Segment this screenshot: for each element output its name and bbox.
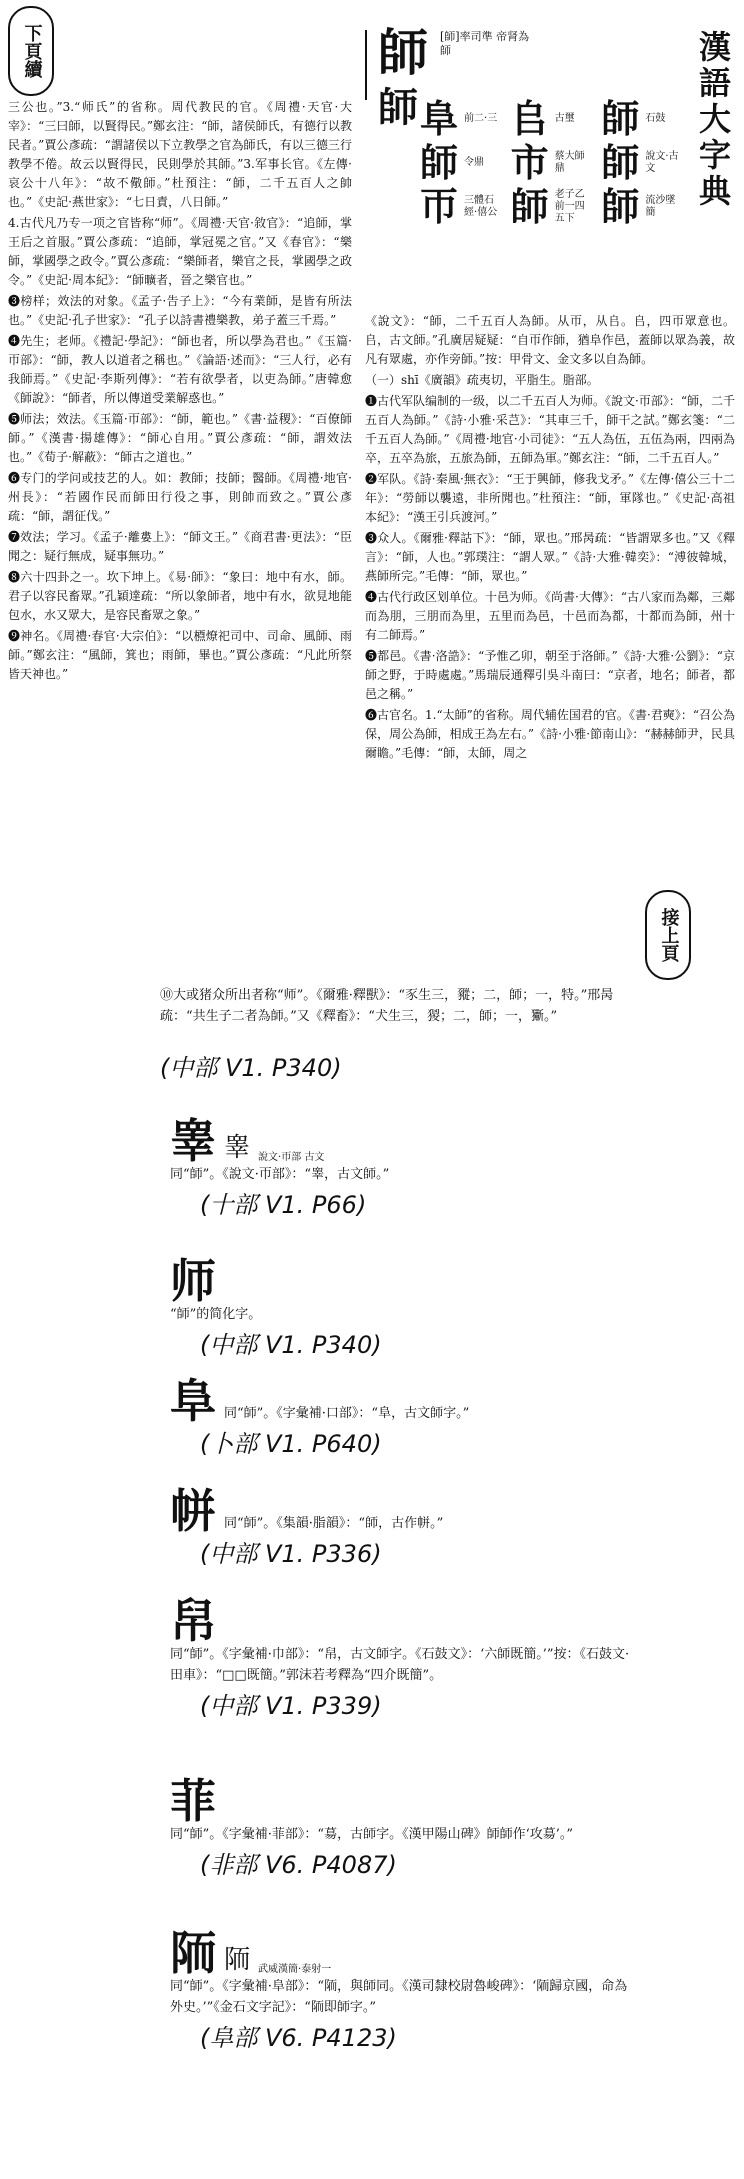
head-char: 師 — [378, 23, 428, 82]
paragraph: 《說文》：“師，二千五百人為師。从帀，从𠂤。𠂤，四帀眾意也。𠂤，古文師。”孔廣居疑疑：“自帀作師，猶阜作邑，蓋師以眾為義，故凡有眾處，亦作旁師。”按：甲骨文、金文多以自為師。 — [365, 314, 735, 366]
paragraph: 三公也。”3.“师氏”的省称。周代教民的官。《周禮·天官·大宰》：“三曰師，以賢得民。”鄭玄注：“師，諸侯師氏，有德行以教民者。”賈公彥疏：“謂諸侯以下立教學之官為師氏，有以三德三行教學不倦。故云以賢得民，民則學於其師。”3.军事长官。《左傳·哀公十八年》：“故不儆師。”杜預注：“師，二千五百人之帥也。”《史記·燕世家》：“七日責，八日師。” — [8, 100, 352, 209]
glyph-form: 阜 前二·三 — [420, 96, 498, 141]
paragraph: ❸榜样；效法的对象。《孟子·告子上》：“今有業師，是皆有所法也。”《史記·孔子世家》：“孔子以詩書禮樂教，弟子蓋三千焉。” — [8, 294, 352, 327]
entry — [170, 1594, 640, 1721]
entry-note: (阜部 V6. P4123) — [200, 2024, 397, 2052]
entry-char-small: 陑 — [224, 1945, 251, 1975]
paragraph: ❺师法；效法。《玉篇·帀部》：“師，範也。”《書·益稷》：“百僚師師。”《漢書·揚雄傳》：“師心自用。”賈公彥疏：“師，謂效法也。”《荀子·解蔽》：“師古之道也。” — [8, 412, 352, 464]
entry — [170, 1114, 640, 1220]
entry-char-small: 睾 — [224, 1133, 251, 1163]
glyph-form: 市 蔡大師鼎 — [510, 140, 585, 185]
dictionary-title: 漢語大字典 — [694, 30, 732, 210]
glyph-form: 帀 三體石經·僖公 — [420, 184, 498, 229]
paragraph: 4.古代凡乃专一项之官皆称“师”。《周禮·天官·敘官》：“追師，掌王后之首服。”賈公彥疏：“追師，掌冠冕之官。”又《春官》：“樂師，掌國學之政令。”賈公彥疏：“樂師者，樂官之長，掌國學之政令。”《史記·周本紀》：“師曠者，晉之樂官也。” — [8, 216, 352, 287]
glyph-form: 𠂤 古璽 — [510, 96, 575, 141]
glyph-forms-grid — [420, 96, 682, 229]
right-column-text — [365, 312, 735, 812]
entry — [170, 1484, 640, 1569]
head-char-variant: 師 — [378, 84, 418, 131]
entry-definition: 同“師”。《字彙補·菲部》：“𦳝，古師字。《漢甲陽山碑》師師作‘攻𦳝’。” — [170, 1827, 573, 1842]
entry-note: (中部 V1. P339) — [200, 1692, 382, 1720]
entry-note: (中部 V1. P336) — [200, 1540, 382, 1568]
entry-char: 睾 — [170, 1114, 216, 1168]
head-bracket — [365, 30, 373, 100]
continuation-note: (中部 V1. P340) — [160, 1054, 342, 1082]
glyph-form: 師 石鼓 — [601, 96, 666, 141]
entry — [170, 1774, 640, 1880]
paragraph: ❷军队。《詩·秦風·無衣》：“王于興師，修我戈矛。”《左傳·僖公三十二年》：“勞師以襲遠，非所聞也。”杜預注：“師，軍隊也。”《史記·高祖本紀》：“漢王引兵渡河。” — [365, 472, 735, 524]
entry — [170, 1374, 640, 1459]
continuation-text: ⑩大或猪众所出者称“师”。《爾雅·釋獸》：“豕生三，豵；二，師；一，特。”邢昺疏：“共生子二者為師。”又《釋畜》：“犬生三，猣；二，師；一，玂。” — [160, 988, 614, 1024]
entry-char: 师 — [170, 1254, 216, 1308]
paragraph: ❻专门的学问或技艺的人。如：教師；技師；醫師。《周禮·地官·州長》：“若國作民而師田行役之事，則帥而致之。”賈公彥疏：“師，謂征伐。” — [8, 471, 352, 523]
glyph-form: 師 令鼎 — [420, 140, 485, 185]
entry-char: 帡 — [170, 1484, 216, 1538]
glyph-form: 師 流沙墜簡 — [601, 184, 676, 229]
entry-definition: 同“師”。《字彙補·巾部》：“帠，古文師字。《石鼓文》：‘六師既簡。’”按：《石鼓文·田車》：“□□既簡。”郭沫若考釋為“四介既簡”。 — [170, 1647, 630, 1683]
entry-note: (十部 V1. P66) — [200, 1191, 367, 1219]
entry-definition: 同“師”。《說文·帀部》：“睾，古文師。” — [170, 1167, 390, 1182]
entry-char: 帠 — [170, 1594, 216, 1648]
entry — [170, 1926, 640, 2053]
left-column-text — [8, 98, 352, 798]
entry-note: (非部 V6. P4087) — [200, 1851, 397, 1879]
entry-definition: “師”的简化字。 — [170, 1307, 262, 1322]
entry-note: (中部 V1. P340) — [200, 1331, 382, 1359]
continue-to-tag — [645, 890, 691, 980]
continued-from-tag — [8, 6, 54, 96]
entry-note: (卜部 V1. P640) — [200, 1430, 382, 1458]
paragraph: （一）shī《廣韻》疏夷切，平脂生。脂部。 — [365, 373, 599, 387]
entry-src: 武威漢簡·泰射一 — [258, 1964, 332, 1975]
entry — [170, 1254, 640, 1360]
entry-definition: 同“師”。《字彙補·口部》：“阜，古文師字。” — [224, 1406, 470, 1421]
entry-definition: 同“師”。《字彙補·阜部》：“陑，與師同。《漢司隸校尉魯峻碑》：‘陑歸京國，命為外史。’”《金石文字記》：“陑即師字。” — [170, 1979, 628, 2015]
entry-char: 陑 — [170, 1926, 216, 1980]
paragraph: ❹先生；老师。《禮記·學記》：“師也者，所以學為君也。”《玉篇·帀部》：“師，教人以道者之稱也。”《論語·述而》：“三人行，必有我師焉。”《史記·李斯列傳》：“若有欲學者，以吏為師。”唐韓愈《師說》：“師者，所以傳道受業解惑也。” — [8, 334, 352, 405]
glyph-form: 師 說文·古文 — [601, 140, 679, 185]
paragraph: ❾神名。《周禮·春官·大宗伯》：“以槱燎祀司中、司命、風師、雨師。”鄭玄注：“風師，箕也；雨師，畢也。”賈公彥疏：“凡此所祭皆天神也。” — [8, 629, 352, 681]
entry-char: 阜 — [170, 1374, 216, 1428]
paragraph: ❹古代行政区划单位。十邑为师。《尚書·大傳》：“古八家而為鄰，三鄰而為朋，三朋而為里，五里而為邑，十邑而為都，十都而為師，州十有二師焉。” — [365, 590, 735, 642]
paragraph: ❽六十四卦之一。坎下坤上。《易·師》：“象曰：地中有水，師。君子以容民畜眾。”孔穎達疏：“所以象師者，地中有水，欲見地能包水，水又眾大，是容民畜眾之象。” — [8, 570, 352, 622]
paragraph: ❼效法；学习。《孟子·離婁上》：“師文王。”《商君書·更法》：“臣聞之：疑行無成，疑事無功。” — [8, 530, 352, 563]
head-note: [師]率司準 帝肾為師 — [440, 30, 530, 57]
continued-from-label: 下頁續 — [21, 24, 43, 78]
glyph-form: 師 老子乙前一四五下 — [510, 184, 585, 229]
entry-src: 說文·帀部 古文 — [258, 1152, 325, 1163]
paragraph: ❸众人。《爾雅·釋詁下》：“師，眾也。”邢昺疏：“皆謂眾多也。”又《釋言》：“師，人也。”郭璞注：“謂人眾。”《詩·大雅·韓奕》：“溥彼韓城，燕師所完。”毛傳：“師，眾也。” — [365, 531, 735, 583]
paragraph: ❺都邑。《書·洛誥》：“予惟乙卯，朝至于洛師。”《詩·大雅·公劉》：“京師之野，于時處處。”馬瑞辰通釋引吳斗南曰：“京者，地名；師者，都邑之稱。” — [365, 649, 735, 701]
paragraph: ❻古官名。1.“太師”的省称。周代辅佐国君的官。《書·君奭》：“召公為保，周公為師，相成王為左右。”《詩·小雅·節南山》：“赫赫師尹，民具爾瞻。”毛傳：“師，太師，周之 — [365, 708, 735, 760]
entry-definition: 同“師”。《集韻·脂韻》：“師，古作帡。” — [224, 1516, 444, 1531]
entry-char: 菲 — [170, 1774, 216, 1828]
paragraph: ❶古代军队编制的一级，以二千五百人为师。《說文·帀部》：“師，二千五百人為師。”《詩·小雅·采芑》：“其車三千，師干之試。”鄭玄箋：“二千五百人為師。”《周禮·地官·小司徒》：“五人為伍，五伍為兩，四兩為卒，五卒為旅，五旅為師，五師為軍。”鄭玄注：“師，二千五百人。” — [365, 394, 735, 465]
continue-to-label: 接上頁 — [658, 908, 680, 962]
